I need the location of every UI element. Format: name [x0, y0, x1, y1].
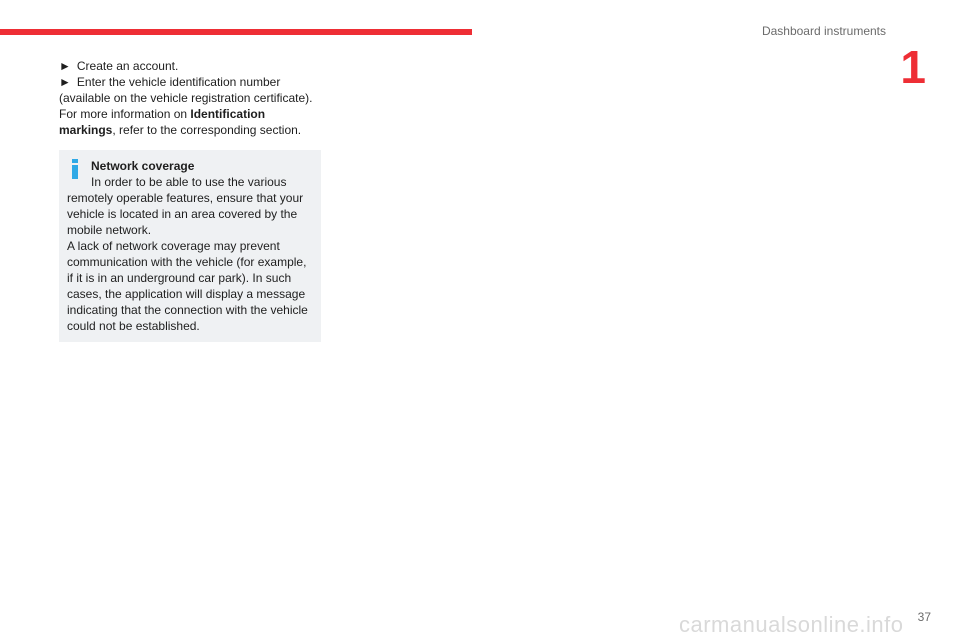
watermark: carmanualsonline.info — [679, 612, 904, 637]
info-box-paragraph: In order to be able to use the various remotely operable features, ensure that your vehicle is located in an area covered by the mobile network. — [67, 175, 304, 237]
more-info-paragraph — [59, 106, 325, 138]
cross-reference-link: Identification markings — [59, 107, 266, 137]
page-number: 37 — [917, 610, 931, 624]
page-content — [59, 58, 325, 342]
section-title: Dashboard instruments — [761, 24, 886, 38]
info-icon — [72, 159, 78, 179]
chapter-number: 1 — [900, 41, 926, 93]
more-info-prefix: For more information on — [59, 107, 191, 121]
bullet-text: Enter the vehicle identification number (available on the vehicle registration certificate). — [59, 75, 313, 105]
bullet-item — [59, 74, 325, 106]
info-box — [59, 150, 321, 342]
bullet-text: Create an account. — [76, 59, 179, 73]
bullet-item — [59, 58, 325, 74]
info-box-title: Network coverage — [91, 159, 195, 173]
arrow-icon: ► — [59, 59, 71, 73]
header-accent-bar — [0, 29, 472, 35]
arrow-icon: ► — [59, 75, 71, 89]
more-info-suffix: , refer to the corresponding section. — [112, 123, 302, 137]
info-box-paragraph: A lack of network coverage may prevent communication with the vehicle (for example, if it is in an underground car park). In such cases, the application will display a message indicating that the connection with the vehicle could not be established. — [67, 239, 308, 333]
